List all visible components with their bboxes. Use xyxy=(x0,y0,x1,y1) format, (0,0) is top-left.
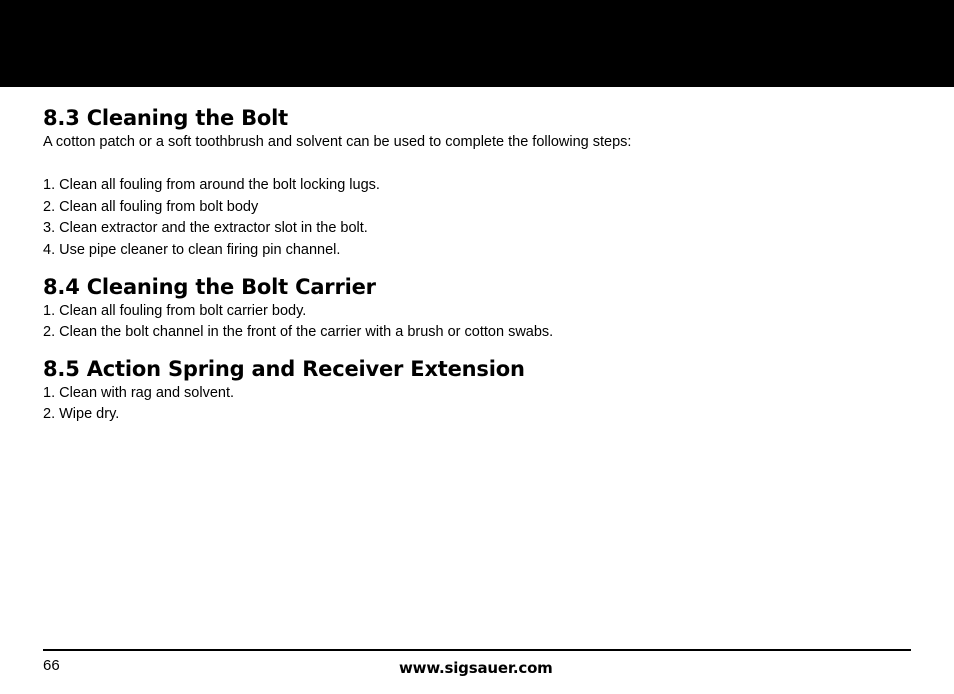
list-item: 2. Wipe dry. xyxy=(43,406,120,423)
list-item: 3. Clean extractor and the extractor slot in the bolt. xyxy=(43,220,368,237)
list-item: 1. Clean with rag and solvent. xyxy=(43,384,235,401)
section-heading: 8.4 Cleaning the Bolt Carrier xyxy=(43,274,376,299)
footer-divider xyxy=(43,649,911,651)
section-cleaning-bolt xyxy=(43,104,923,262)
page-content xyxy=(43,104,923,437)
section-action-spring xyxy=(43,355,923,426)
page-number: 66 xyxy=(43,657,60,674)
list-item: 2. Clean all fouling from bolt body xyxy=(43,198,259,215)
section-heading: 8.3 Cleaning the Bolt xyxy=(43,106,288,130)
section-intro: A cotton patch or a soft toothbrush and solvent can be used to complete the following steps: xyxy=(43,134,632,150)
section-cleaning-bolt-carrier xyxy=(43,273,923,344)
list-item: 4. Use pipe cleaner to clean firing pin channel. xyxy=(43,241,341,258)
section-heading: 8.5 Action Spring and Receiver Extension xyxy=(43,356,525,381)
list-item: 1. Clean all fouling from bolt carrier body. xyxy=(43,302,307,319)
list-item: 2. Clean the bolt channel in the front of the carrier with a brush or cotton swabs. xyxy=(43,324,554,341)
header-bar xyxy=(0,0,954,87)
list-item: 1. Clean all fouling from around the bolt locking lugs. xyxy=(43,177,380,194)
spacer xyxy=(43,154,923,176)
footer-url: www.sigsauer.com xyxy=(399,659,553,677)
